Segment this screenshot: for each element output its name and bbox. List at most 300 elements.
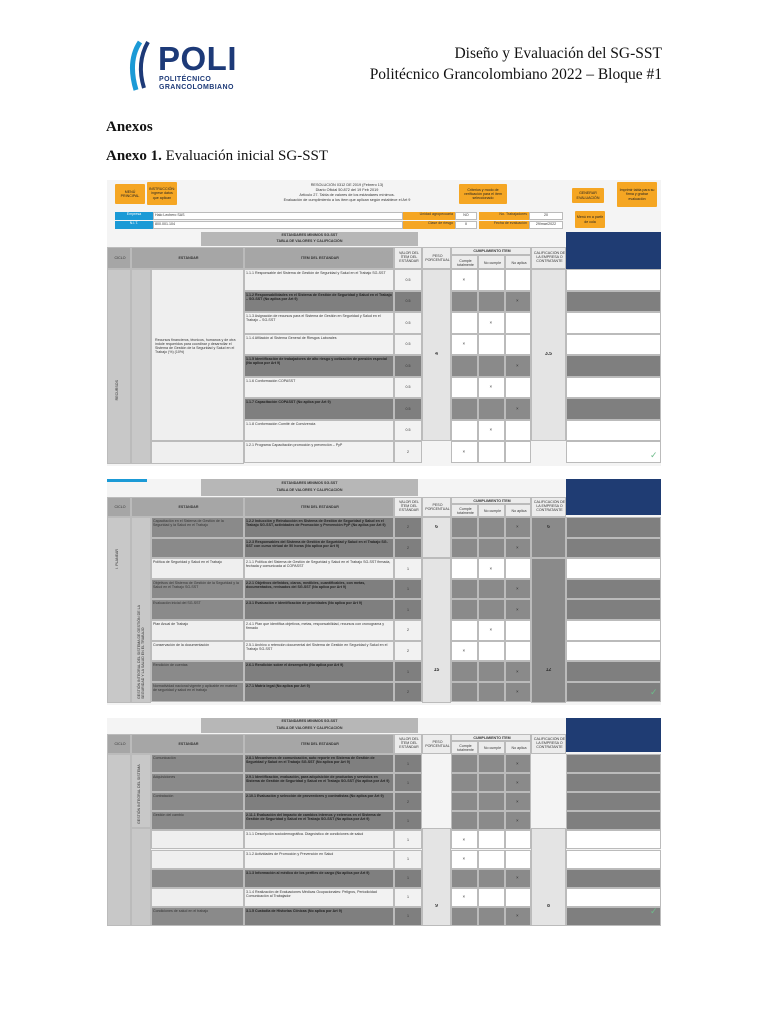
x-mark-icon: × xyxy=(516,913,519,919)
extra-cell xyxy=(566,682,661,703)
item-text: 1.2.3 Responsables del Sistema de Gestión de Seguridad y Salud en el Trabajo SG-SST con curso virtual de 50 horas (No aplica por Art 9) xyxy=(246,539,388,548)
extra-cell xyxy=(566,291,661,313)
extra-cell xyxy=(566,579,661,600)
instruction-button[interactable]: INSTRUCCIÓN: ingrese datos que aplican xyxy=(147,182,177,205)
col-valor-3-text: VALOR DEL ÍTEM DEL ESTÁNDAR xyxy=(399,737,419,750)
col-estandar-text: ESTÁNDAR xyxy=(178,256,199,260)
cumple-cell[interactable] xyxy=(451,420,478,442)
cumple-cell[interactable] xyxy=(451,558,478,579)
col-estandar-2 xyxy=(131,497,244,517)
valor-text: 1 xyxy=(407,857,409,862)
col-calificacion xyxy=(531,247,566,269)
unidad-label-text: Unidad agropecuaria xyxy=(419,212,453,216)
valor-text: 0.5 xyxy=(405,342,411,347)
logo-wordmark: POLI xyxy=(158,40,238,77)
fecha-value-text: 29/mar/2022 xyxy=(535,222,557,226)
cumple-cell[interactable] xyxy=(451,620,478,641)
ciclo-cell xyxy=(107,269,131,464)
nocumple-cell[interactable] xyxy=(478,792,505,811)
item-text: 3.1.3 Información al médico de los perfiles de cargo (No aplica por Art 9) xyxy=(246,870,370,875)
valor-text: 2 xyxy=(407,628,409,633)
noaplica-cell[interactable] xyxy=(505,620,531,641)
col-cumpl-2-text: CUMPLIMIENTO ÍTEM xyxy=(473,499,511,503)
ciclo3-cell xyxy=(107,754,131,926)
item-text: 1.1.7 Capacitación COPASST (No aplica por Art 9) xyxy=(246,400,331,404)
col-noaplica-3-text: No aplica xyxy=(511,746,527,750)
cumple-cell[interactable] xyxy=(451,599,478,620)
estandar-row-text: Normatividad nacional vigente y aplicable en materia de seguridad y salud en el trabajo xyxy=(153,683,238,692)
valor-text: 2 xyxy=(407,799,409,804)
item-text: 1.1.8 Conformación Comité de Convivencia xyxy=(246,421,316,426)
valor-text: 2 xyxy=(407,648,409,653)
empresa-value[interactable] xyxy=(153,212,403,220)
col-noaplica-2 xyxy=(505,504,531,517)
ciclo3-sub-cell xyxy=(131,754,151,828)
valor-text: 1 xyxy=(407,669,409,674)
estandar-row-text: Condiciones de salud en el trabajo xyxy=(153,908,209,913)
col-cumplimiento xyxy=(451,247,531,255)
valor-text: 2 xyxy=(407,545,409,550)
clase-label xyxy=(403,221,455,229)
item-text: 1.1.5 Identificación de trabajadores de alto riesgo y cotización de pensión especial (No aplica por Art 9) xyxy=(246,357,387,366)
col-noaplica-2-text: No aplica xyxy=(511,509,527,513)
col-nocumple-text: No cumple xyxy=(483,261,502,265)
nocumple-cell[interactable] xyxy=(478,641,505,662)
nocumple-cell[interactable] xyxy=(478,869,505,888)
col-cumple xyxy=(451,255,478,269)
sheet2-title2: TABLA DE VALORES Y CALIFICACIÓN xyxy=(276,488,343,492)
nocumple-cell[interactable] xyxy=(478,599,505,620)
item-text: 2.4.1 Plan que identifica objetivos, metas, responsabilidad, recursos con cronograma y firmado xyxy=(246,622,385,631)
clase-label-text: Clase de riesgo xyxy=(428,221,453,225)
col-item-2 xyxy=(244,497,394,517)
cumple-cell[interactable] xyxy=(451,291,478,313)
ciclo2-sub-text: GESTIÓN INTEGRAL DEL SISTEMA DE GESTIÓN DE LA SEGURIDAD Y LA SALUD EN EL TRABAJO xyxy=(137,605,145,699)
fecha-label xyxy=(479,221,529,229)
col-cumple-2 xyxy=(451,504,478,517)
heading-anexo1 xyxy=(106,148,328,165)
col-cumpl-3-text: CUMPLIMIENTO ÍTEM xyxy=(473,736,511,740)
col-ciclo-2 xyxy=(107,497,131,517)
valor-text: 0.5 xyxy=(405,428,411,433)
x-mark-icon: × xyxy=(462,276,466,282)
cumple-cell[interactable] xyxy=(451,398,478,420)
item-text: 2.6.1 Rendición sobre el desempeño (No aplica por Art 9) xyxy=(246,663,344,668)
col-noaplica xyxy=(505,255,531,269)
extra-cell xyxy=(566,517,661,538)
col-noaplica-3 xyxy=(505,741,531,754)
col-estandar-3 xyxy=(131,734,244,754)
nocumple-cell[interactable] xyxy=(478,682,505,703)
estandar-row-text: Rendición de cuentas xyxy=(153,663,188,668)
noaplica-cell[interactable] xyxy=(505,850,531,869)
empresa-label-text: Empresa xyxy=(126,212,142,216)
valor-text: 0.5 xyxy=(405,299,411,304)
estandar-row-text xyxy=(153,832,241,848)
item-text: 2.2.1 Objetivos definidos, claros, medibles, cuantificables, con metas, documentados, revisados del SG-SST (No aplica por Art 9) xyxy=(246,580,366,589)
col-item-3-text: ÍTEM DEL ESTÁNDAR xyxy=(301,742,339,746)
extra-cell xyxy=(566,558,661,579)
nocumple-cell[interactable] xyxy=(478,517,505,538)
estandar-row-text: Gestión del cambio xyxy=(153,813,184,818)
sheet1-title2: TABLA DE VALORES Y CALIFICACIÓN xyxy=(276,239,343,243)
logo-sub2: GRANCOLOMBIANO xyxy=(159,84,234,91)
extra-cell xyxy=(566,850,661,869)
col-ciclo-3 xyxy=(107,734,131,754)
col-nocumple-3 xyxy=(478,741,505,754)
calif3-cell xyxy=(531,828,566,926)
cumple-cell[interactable] xyxy=(451,355,478,377)
cumple-cell[interactable] xyxy=(451,869,478,888)
nocumple-cell[interactable] xyxy=(478,661,505,682)
empresa-value-text: Halo Lechero SAS xyxy=(155,213,185,217)
logo-emblem-icon xyxy=(126,40,156,92)
col-peso-text: PESO PORCENTUAL xyxy=(425,254,450,263)
sheet-2 xyxy=(107,479,661,705)
valor-text: 1 xyxy=(407,587,409,592)
calif2b-value: 12 xyxy=(545,668,552,673)
nit-value[interactable] xyxy=(153,221,403,229)
extra-cell xyxy=(566,661,661,682)
cumple-cell[interactable] xyxy=(451,682,478,703)
peso2b-value: 15 xyxy=(433,668,440,673)
nocumple-cell[interactable] xyxy=(478,334,505,356)
trab-value-text: 20 xyxy=(544,213,548,217)
x-mark-icon: × xyxy=(516,405,519,411)
check-icon-2: ✓ xyxy=(650,687,658,697)
col-nocumple-2 xyxy=(478,504,505,517)
nocumple-cell[interactable] xyxy=(478,907,505,926)
extra-cell xyxy=(566,441,661,463)
col-estandar-3-text: ESTÁNDAR xyxy=(178,742,199,746)
x-mark-icon: × xyxy=(462,448,466,454)
x-mark-icon: × xyxy=(516,298,519,304)
ciclo-sub-cell xyxy=(131,269,151,464)
valor-text: 1 xyxy=(407,607,409,612)
item-text: 3.1.1 Descripción sociodemográfica. Diagnóstico de condiciones de salud xyxy=(246,832,364,837)
estandar-row-text xyxy=(153,852,241,868)
x-mark-icon: × xyxy=(516,689,519,695)
valor-text: 1 xyxy=(407,761,409,766)
item-text: 2.10.1 Evaluación y selección de proveedores y contratistas (No aplica por Art 9) xyxy=(246,794,384,799)
item-text: 2.5.1 Archivo o retención documental del Sistema de Gestión en Seguridad y Salud en el Trabajo SG-SST xyxy=(246,642,388,651)
estandar-row-text: Política de Seguridad y Salud en el Trabajo xyxy=(153,560,222,565)
check-icon-3: ✓ xyxy=(650,906,658,916)
nocumple-cell[interactable] xyxy=(478,538,505,559)
col-cumple-text: Cumple totalmente xyxy=(457,259,474,268)
x-mark-icon: × xyxy=(489,565,493,571)
peso2a-cell xyxy=(422,517,451,558)
noaplica-cell[interactable] xyxy=(505,888,531,907)
calif-value: 3.5 xyxy=(545,352,552,357)
estandar-row-text: Comunicación xyxy=(153,756,176,760)
sheet3-title2: TABLA DE VALORES Y CALIFICACIÓN xyxy=(276,726,343,730)
item-text: 2.8.1 Mecanismos de comunicación, auto reporte en Sistema de Gestión de Seguridad y Salud en el Trabajo SG-SST (No aplica por Art 9) xyxy=(246,756,375,765)
trab-label-text: No. Trabajadores xyxy=(499,212,527,216)
valor-text: 1 xyxy=(407,895,409,900)
nocumple-cell[interactable] xyxy=(478,291,505,313)
calif2b-cell xyxy=(531,558,566,703)
nocumple-cell[interactable] xyxy=(478,754,505,773)
estandar-cell xyxy=(151,269,244,441)
estandar-row-text: Evaluación inicial del SG-SST xyxy=(153,601,201,606)
estandar-row-text xyxy=(153,890,241,906)
resolution-line-1: RESOLUCIÓN 0312 DE 2019 (Febrero 13) xyxy=(310,183,384,187)
cumple-cell[interactable] xyxy=(451,907,478,926)
col-peso-3 xyxy=(422,734,451,754)
col-peso-2-text: PESO PORCENTUAL xyxy=(425,503,450,512)
estandar-row-text: Conservación de la documentación xyxy=(153,642,210,647)
col-valor-2 xyxy=(394,497,422,517)
peso2b-cell xyxy=(422,558,451,703)
cumple-cell[interactable] xyxy=(451,792,478,811)
col-cumpl-3 xyxy=(451,734,531,741)
calif2a-cell xyxy=(531,517,566,558)
item-text: 2.7.1 Matriz legal (No aplica por Art 9) xyxy=(246,683,310,688)
print-button[interactable]: Imprimir tabla para su firma y grabar evaluación xyxy=(617,182,657,207)
extra-cell xyxy=(566,641,661,662)
nit-label xyxy=(115,221,153,229)
estandar-row-text: Contratación xyxy=(153,794,174,799)
item-text: 1.1.1 Responsable del Sistema de Gestión de Seguridad y Salud en el Trabajo SG-SST xyxy=(246,271,386,275)
nit-value-text: 800.001.104 xyxy=(155,222,175,226)
col-valor xyxy=(394,247,422,269)
col-calif-2 xyxy=(531,497,566,517)
cumple-cell[interactable] xyxy=(451,538,478,559)
clase-value[interactable] xyxy=(455,221,477,229)
noaplica-cell[interactable] xyxy=(505,420,531,442)
col-calif-3 xyxy=(531,734,566,754)
item-text: 1.1.2 Responsabilidades en el Sistema de Gestión de Seguridad y Salud en el Trabajo – SG-SST (No aplica por Art 9) xyxy=(246,292,392,301)
extra-cell xyxy=(566,355,661,377)
noaplica-cell[interactable] xyxy=(505,269,531,291)
sheet3-title1: ESTÁNDARES MÍNIMOS SG-SST xyxy=(281,719,338,723)
x-mark-icon: × xyxy=(462,856,466,862)
peso2a-value: 6 xyxy=(435,525,438,530)
header-line2: Politécnico Grancolombiano 2022 – Bloque #1 xyxy=(369,66,662,83)
valor-text: 1 xyxy=(407,818,409,823)
item-text: 1.2.2 Inducción y Reinducción en Sistema de Gestión de Seguridad y Salud en el Trabajo SG-SST, actividades de Promoción y Prevención PyP (No aplica por Art 9) xyxy=(246,519,386,528)
unidad-label xyxy=(403,212,455,220)
valor-text: 1 xyxy=(407,780,409,785)
extra-cell xyxy=(566,620,661,641)
cumple-cell[interactable] xyxy=(451,661,478,682)
cumple-cell[interactable] xyxy=(451,754,478,773)
cumple-cell[interactable] xyxy=(451,312,478,334)
peso3-value: 9 xyxy=(435,904,438,909)
extra-cell xyxy=(566,420,661,442)
ciclo-text: RECURSOS xyxy=(115,380,119,401)
cumple-cell[interactable] xyxy=(451,811,478,830)
nocumple-cell[interactable] xyxy=(478,830,505,849)
valor-text: 0.5 xyxy=(405,385,411,390)
cumple-cell[interactable] xyxy=(451,773,478,792)
extra-cell xyxy=(566,312,661,334)
extra-cell xyxy=(566,334,661,356)
resolution-line-4: Evaluación de cumplimiento a los ítem que aplican según establece el Art 9 xyxy=(283,198,411,202)
item-text: 1.1.6 Conformación COPASST xyxy=(246,378,296,383)
nocumple-cell[interactable] xyxy=(478,269,505,291)
fecha-value[interactable] xyxy=(529,221,563,229)
valor-text: 0.5 xyxy=(405,277,411,282)
x-mark-icon: × xyxy=(516,606,519,612)
valor-text: 2 xyxy=(407,690,409,695)
col-item-3 xyxy=(244,734,394,754)
extra-cell xyxy=(566,792,661,811)
nocumple-cell[interactable] xyxy=(478,850,505,869)
noaplica-cell[interactable] xyxy=(505,558,531,579)
extra-cell xyxy=(566,538,661,559)
col-calif-text: CALIFICACIÓN DE LA EMPRESA O CONTRATANTE xyxy=(533,251,566,264)
peso3-cell xyxy=(422,828,451,926)
x-mark-icon: × xyxy=(462,647,466,653)
col-cumple-3 xyxy=(451,741,478,754)
col-cumpl-2 xyxy=(451,497,531,504)
x-mark-icon: × xyxy=(489,627,493,633)
x-mark-icon: × xyxy=(516,817,519,823)
ciclo3-sub-cell-2 xyxy=(131,828,151,926)
x-mark-icon: × xyxy=(516,362,519,368)
menu-button[interactable]: MENÚ PRINCIPAL xyxy=(115,184,145,204)
nocumple-cell[interactable] xyxy=(478,888,505,907)
nocumple-cell[interactable] xyxy=(478,441,505,463)
nocumple-cell[interactable] xyxy=(478,811,505,830)
extra-cell xyxy=(566,869,661,888)
sheet1-title1: ESTÁNDARES MÍNIMOS SG-SST xyxy=(281,233,338,237)
valor-text: 1 xyxy=(407,914,409,919)
header-line1: Diseño y Evaluación del SG-SST xyxy=(454,45,662,62)
col-cumpl-text: CUMPLIMIENTO ÍTEM xyxy=(473,249,511,253)
estandar-row-text: Adquisiciones xyxy=(153,775,176,780)
valor-text: 1 xyxy=(407,837,409,842)
item-text: 1.1.3 Asignación de recursos para el Sistema de Gestión en Seguridad y Salud en el Trabajo – SG-SST xyxy=(246,314,381,323)
x-mark-icon: × xyxy=(516,875,519,881)
x-mark-icon: × xyxy=(462,894,466,900)
col-nocumple-3-text: No cumple xyxy=(483,746,502,750)
x-mark-icon: × xyxy=(489,427,493,433)
col-calif-2-text: CALIFICACIÓN DE LA EMPRESA O CONTRATANTE xyxy=(533,500,566,513)
col-valor-2-text: VALOR DEL ÍTEM DEL ESTÁNDAR xyxy=(399,500,419,513)
extra-cell xyxy=(566,830,661,849)
x-mark-icon: × xyxy=(516,586,519,592)
col-peso-3-text: PESO PORCENTUAL xyxy=(425,740,450,749)
empresa-label xyxy=(115,212,153,220)
nocumple-cell[interactable] xyxy=(478,355,505,377)
x-mark-icon: × xyxy=(516,760,519,766)
x-mark-icon: × xyxy=(489,319,493,325)
extra-cell xyxy=(566,888,661,907)
x-mark-icon: × xyxy=(462,836,466,842)
col-item-text: ÍTEM DEL ESTÁNDAR xyxy=(301,256,339,260)
estandar-text: Recursos financieros, técnicos, humanos y de otra índole requeridos para coordinar y desarrollar el Sistema de Gestión de la Seguridad y Salud en el Trabajo (%) (10%) xyxy=(155,338,236,355)
extra-cell xyxy=(566,599,661,620)
col-nocumple-2-text: No cumple xyxy=(483,509,502,513)
col-cumple-2-text: Cumple totalmente xyxy=(457,507,474,516)
item-text: 3.1.2 Actividades de Promoción y Prevención en Salud xyxy=(246,851,334,856)
navy-banner xyxy=(566,232,661,270)
menu-cola-button[interactable]: Menú en a partir de cola xyxy=(575,211,605,228)
col-ciclo-2-text: CICLO xyxy=(114,505,126,509)
resolution-line-2: Diario Oficial 50.872 del 19 Feb 2019 xyxy=(315,188,379,192)
noaplica-cell[interactable] xyxy=(505,830,531,849)
logo-sub1: POLITÉCNICO xyxy=(159,76,212,83)
nocumple-cell[interactable] xyxy=(478,398,505,420)
col-ciclo-3-text: CICLO xyxy=(114,742,126,746)
item-text: 1.1.4 Afiliación al Sistema General de Riesgos Laborales xyxy=(246,335,337,340)
unidad-value[interactable] xyxy=(455,212,477,220)
extra-cell xyxy=(566,773,661,792)
navy-banner-2 xyxy=(566,479,661,515)
trab-value[interactable] xyxy=(529,212,563,220)
col-nocumple xyxy=(478,255,505,269)
noaplica-cell[interactable] xyxy=(505,312,531,334)
x-mark-icon: × xyxy=(516,798,519,804)
item-text: 1.2.1 Programa Capacitación promoción y prevención – PyP xyxy=(246,443,343,447)
peso-value: 4 xyxy=(435,352,438,357)
cumple-cell[interactable] xyxy=(451,579,478,600)
noaplica-cell[interactable] xyxy=(505,441,531,463)
col-ciclo xyxy=(107,247,131,269)
item-text: 2.11.1 Evaluación del impacto de cambios internos y externos en el Sistema de Gestión de Seguridad y Salud en el Trabajo SG-SST (No aplica por Art 9) xyxy=(246,813,381,822)
extra-cell xyxy=(566,269,661,291)
navy-banner-3 xyxy=(566,718,661,752)
item-text: 2.3.1 Evaluación e identificación de prioridades (No aplica por Art 9) xyxy=(246,601,363,606)
extra-cell xyxy=(566,398,661,420)
x-mark-icon: × xyxy=(516,779,519,785)
item-text: 3.1.5 Custodia de Historias Clínicas (No aplica por Art 9) xyxy=(246,908,342,913)
blue-strip xyxy=(107,479,147,482)
extra-cell xyxy=(566,907,661,926)
nit-label-text: N.I.T. xyxy=(129,221,139,225)
extra-cell xyxy=(566,754,661,773)
cumple-cell[interactable] xyxy=(451,377,478,399)
col-peso xyxy=(422,247,451,269)
cumple-cell[interactable] xyxy=(451,517,478,538)
ciclo2-text: I. PLANEAR xyxy=(115,549,119,569)
extra-cell xyxy=(566,811,661,830)
col-noaplica-text: No aplica xyxy=(511,261,527,265)
item-text: 2.9.1 Identificación, evaluación, para adquisición de productos y servicios en Sistema de Gestión de Seguridad y Salud en el Trabajo SG-SST (No aplica por Art 9) xyxy=(246,775,390,784)
valor-text: 0.5 xyxy=(405,406,411,411)
noaplica-cell[interactable] xyxy=(505,377,531,399)
unidad-value-text: NO xyxy=(463,213,469,217)
sheet-3 xyxy=(107,718,661,926)
item-text: 3.1.4 Realización de Evaluaciones Médicas Ocupacionales: Peligros, Periodicidad Comunicación al Trabajador xyxy=(246,889,377,898)
valor-text: 1 xyxy=(407,566,409,571)
calif3-value: 8 xyxy=(547,904,550,909)
valor-text: 0.5 xyxy=(405,363,411,368)
nocumple-cell[interactable] xyxy=(478,773,505,792)
nocumple-cell[interactable] xyxy=(478,579,505,600)
check-icon: ✓ xyxy=(650,450,658,460)
noaplica-cell[interactable] xyxy=(505,641,531,662)
estandar-row-text: Plan Anual de Trabajo xyxy=(153,622,189,626)
col-item xyxy=(244,247,394,269)
estandar-row-text xyxy=(153,540,241,558)
col-ciclo-text: CICLO xyxy=(114,256,126,260)
anexo1-label: Anexo 1. xyxy=(106,148,162,164)
criteria-button[interactable]: Criterios y modo de verificación para el ítem seleccionado xyxy=(459,184,507,204)
col-peso-2 xyxy=(422,497,451,517)
col-estandar-2-text: ESTÁNDAR xyxy=(178,505,199,509)
generate-evaluation-button[interactable]: GENERAR EVALUACIÓN xyxy=(572,188,604,203)
x-mark-icon: × xyxy=(516,524,519,530)
noaplica-cell[interactable] xyxy=(505,334,531,356)
col-estandar xyxy=(131,247,244,269)
col-calif-3-text: CALIFICACIÓN DE LA EMPRESA O CONTRATANTE xyxy=(533,737,566,750)
col-cumple-3-text: Cumple totalmente xyxy=(457,744,474,753)
fecha-label-text: Fecha de evaluación xyxy=(493,221,527,225)
